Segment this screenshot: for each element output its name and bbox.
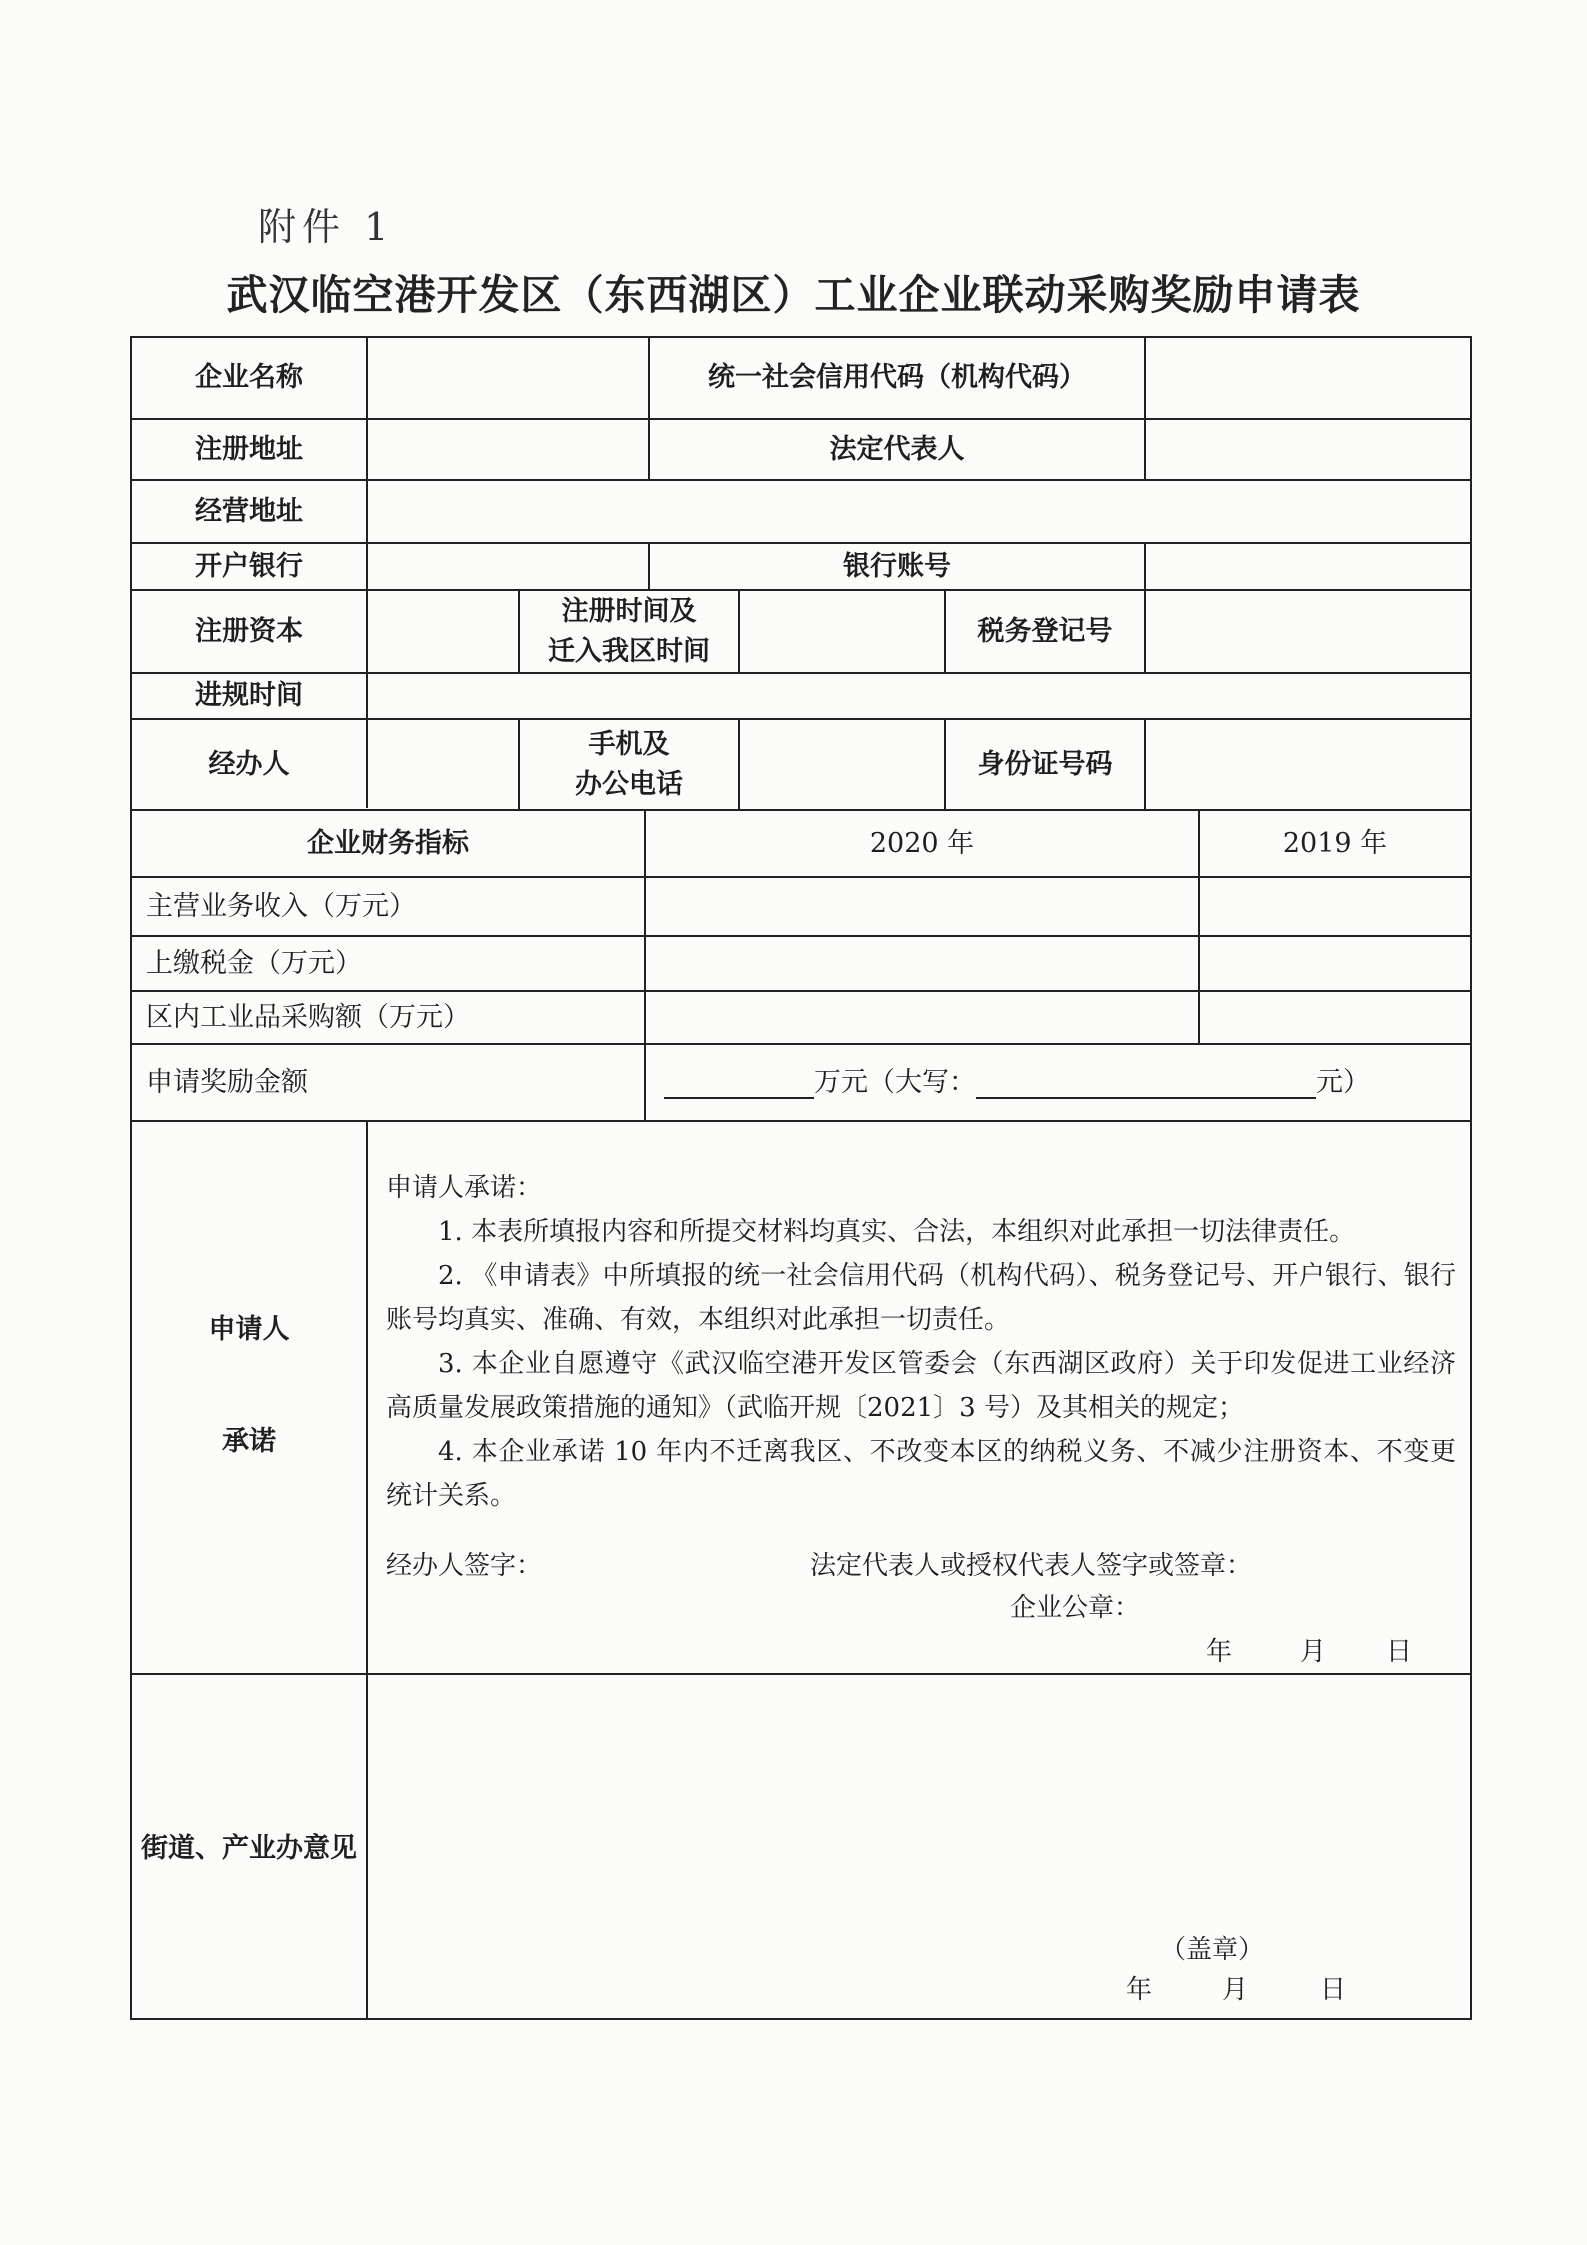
- opinion-date-year: 年: [1126, 1975, 1153, 2005]
- phone-label: [520, 720, 738, 809]
- award-unit-text: 万元（大写：: [814, 1066, 976, 1098]
- attachment-label: 附件 1: [258, 205, 395, 249]
- finance-header: 企业财务指标: [307, 827, 469, 859]
- finance-row-revenue-label: 主营业务收入（万元）: [146, 890, 416, 922]
- reg-capital-field[interactable]: [368, 591, 518, 672]
- op-address-field[interactable]: [368, 481, 1470, 542]
- pledge-date-year: 年: [1206, 1637, 1233, 1667]
- reg-address-field[interactable]: [368, 420, 648, 479]
- tax-no-field[interactable]: [1146, 591, 1470, 672]
- reg-address-label: 注册地址: [195, 433, 303, 465]
- reg-time-label-line1: 注册时间及: [561, 595, 697, 627]
- opinion-label: 街道、产业办意见: [141, 1833, 357, 1864]
- reg-time-field[interactable]: [740, 591, 944, 672]
- award-label: 申请奖励金额: [146, 1066, 308, 1098]
- pledge-label-line2: 承诺: [222, 1426, 276, 1457]
- opinion-field[interactable]: [368, 1675, 1470, 1935]
- credit-code-label: 统一社会信用代码（机构代码）: [708, 362, 1086, 393]
- op-address-label: 经营地址: [195, 495, 303, 527]
- award-close-text: 元）: [1316, 1066, 1370, 1098]
- opinion-stamp-label: （盖章）: [1160, 1935, 1265, 1965]
- opinion-date-month: 月: [1222, 1975, 1249, 2005]
- finance-row-revenue-2019[interactable]: [1200, 878, 1470, 935]
- page-title: 武汉临空港开发区（东西湖区）工业企业联动采购奖励申请表: [226, 271, 1361, 319]
- award-uppercase-blank[interactable]: [976, 1067, 1316, 1099]
- phone-field[interactable]: [740, 720, 944, 809]
- handler-field[interactable]: [368, 720, 518, 809]
- pledge-item-2: 2. 《申请表》中所填报的统一社会信用代码（机构代码）、税务登记号、开户银行、银行账号均真实、准确、有效，本组织对此承担一切责任。: [386, 1261, 1456, 1335]
- finance-row-purchase-label: 区内工业品采购额（万元）: [146, 1001, 470, 1033]
- opinion-date-day: 日: [1320, 1975, 1347, 2005]
- bank-account-label: 银行账号: [843, 550, 951, 582]
- company-seal-label: 企业公章：: [1010, 1593, 1141, 1623]
- handler-sign-label: 经办人签字：: [386, 1551, 543, 1581]
- entry-time-field[interactable]: [368, 674, 1470, 718]
- pledge-intro: 申请人承诺：: [386, 1173, 543, 1203]
- phone-label-line2: 办公电话: [575, 768, 683, 800]
- finance-row-tax-2020[interactable]: [646, 937, 1198, 990]
- bank-account-field[interactable]: [1146, 544, 1470, 589]
- handler-label: 经办人: [208, 748, 290, 780]
- finance-row-purchase-2020[interactable]: [646, 992, 1198, 1043]
- reg-time-label-line2: 迁入我区时间: [548, 635, 710, 667]
- bank-field[interactable]: [368, 544, 648, 589]
- pledge-item-3: 3. 本企业自愿遵守《武汉临空港开发区管委会（东西湖区政府）关于印发促进工业经济高质量发展政策措施的通知》（武临开规〔2021〕3 号）及其相关的规定；: [386, 1349, 1456, 1423]
- reg-time-label: [520, 591, 738, 672]
- pledge-item-4: 4. 本企业承诺 10 年内不迁离我区、不改变本区的纳税义务、不减少注册资本、不变更统计关系。: [386, 1437, 1456, 1511]
- finance-row-revenue-2020[interactable]: [646, 878, 1198, 935]
- finance-row-tax-2019[interactable]: [1200, 937, 1470, 990]
- company-name-label: 企业名称: [195, 362, 303, 393]
- phone-label-line1: 手机及: [588, 728, 670, 760]
- id-no-field[interactable]: [1146, 720, 1470, 809]
- pledge-item-1: 1. 本表所填报内容和所提交材料均真实、合法，本组织对此承担一切法律责任。: [438, 1217, 1356, 1247]
- company-name-field[interactable]: [368, 338, 648, 418]
- pledge-date-day: 日: [1386, 1637, 1413, 1667]
- finance-year-2019: 2019 年: [1282, 827, 1388, 859]
- pledge-label-line1: 申请人: [208, 1314, 290, 1345]
- credit-code-field[interactable]: [1146, 338, 1470, 418]
- award-amount-line: [646, 1045, 1488, 1120]
- id-no-label: 身份证号码: [977, 748, 1113, 780]
- bank-label: 开户银行: [195, 550, 303, 582]
- award-amount-blank[interactable]: [664, 1067, 814, 1099]
- tax-no-label: 税务登记号: [977, 615, 1113, 647]
- finance-row-tax-label: 上缴税金（万元）: [146, 947, 362, 979]
- legal-sign-label: 法定代表人或授权代表人签字或签章：: [810, 1551, 1253, 1581]
- pledge-date-month: 月: [1300, 1637, 1327, 1667]
- finance-row-purchase-2019[interactable]: [1200, 992, 1470, 1043]
- entry-time-label: 进规时间: [195, 680, 303, 711]
- legal-rep-field[interactable]: [1146, 420, 1470, 479]
- legal-rep-label: 法定代表人: [829, 433, 965, 465]
- finance-year-2020: 2020 年: [869, 827, 975, 859]
- reg-capital-label: 注册资本: [195, 615, 303, 647]
